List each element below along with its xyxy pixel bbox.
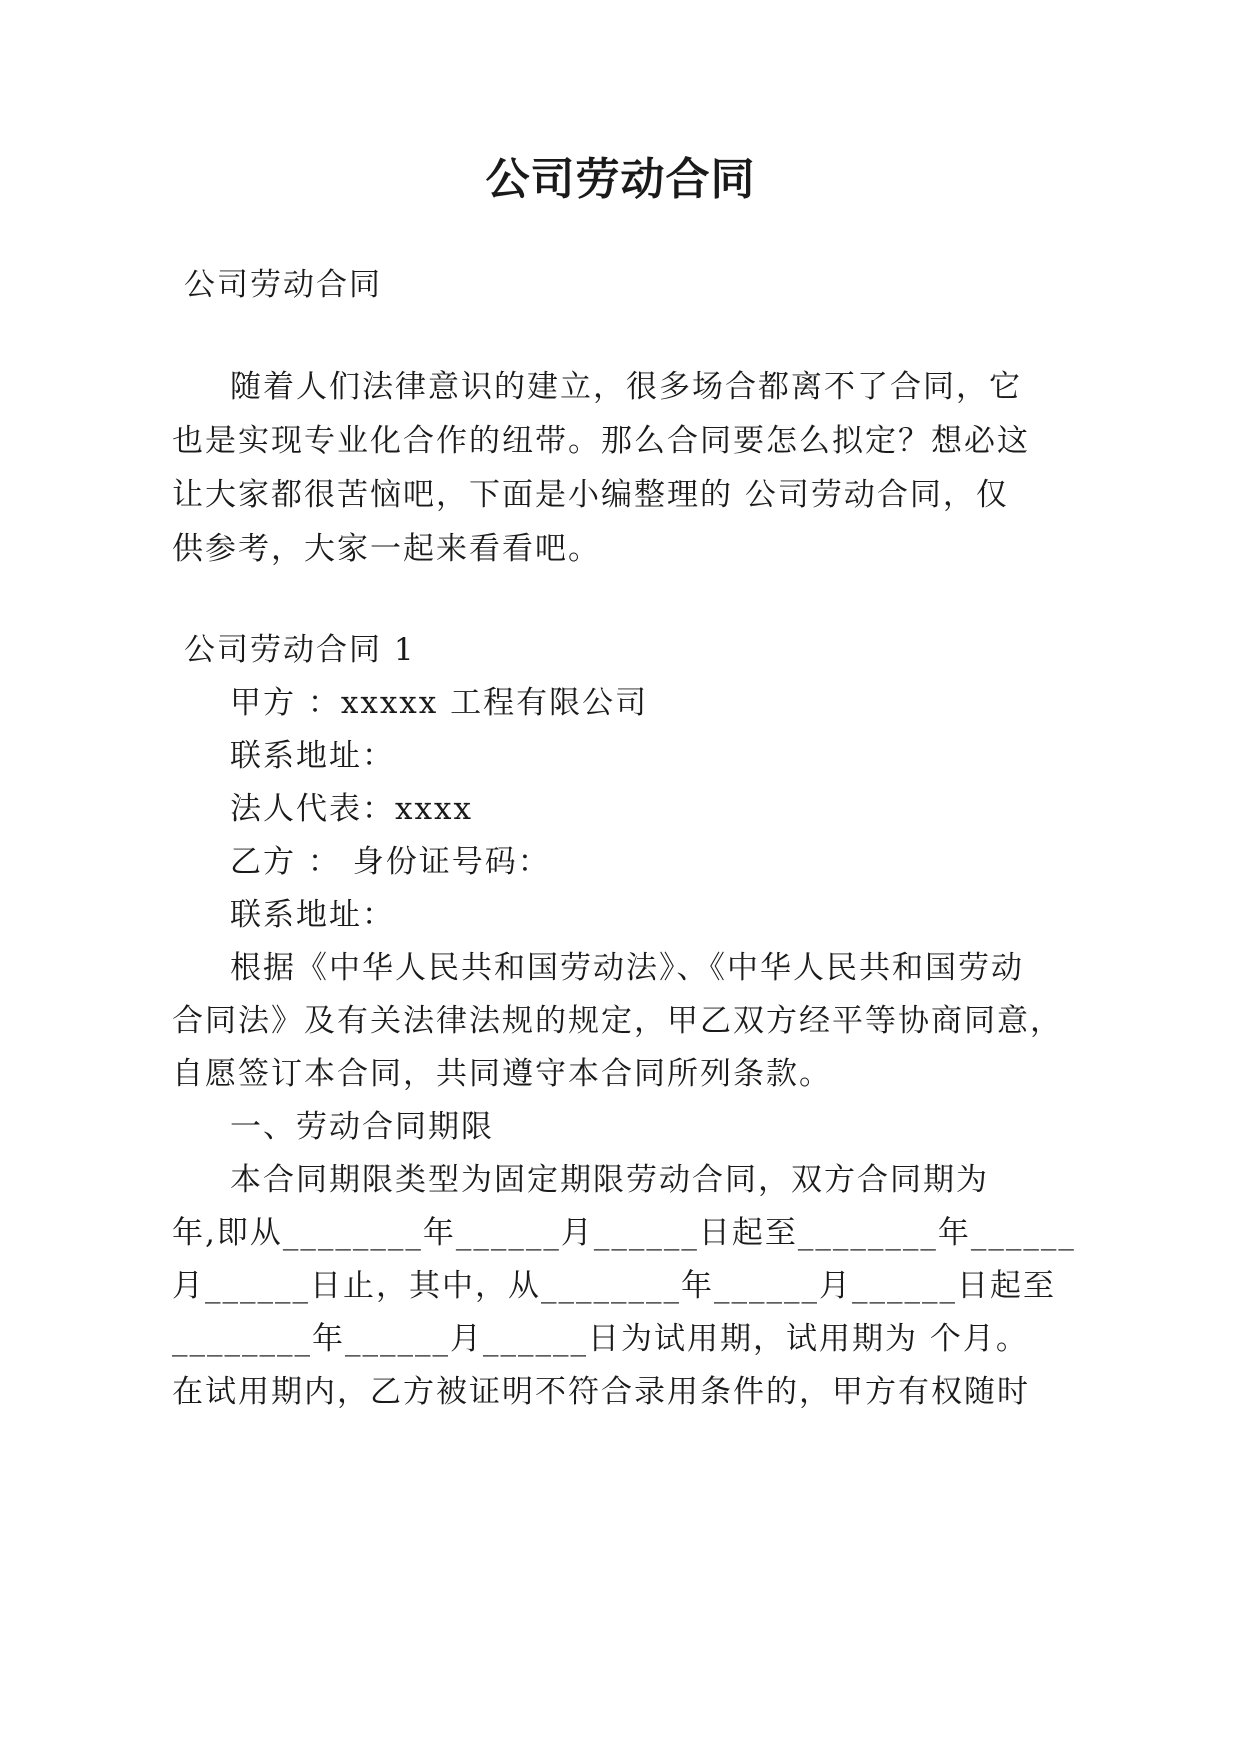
party-a: 甲方 ：xxxxx 工程有限公司	[230, 685, 649, 721]
document-subtitle: 公司劳动合同	[184, 267, 382, 303]
document-title: 公司劳动合同	[485, 154, 756, 205]
intro-line-2: 也是实现专业化合作的纽带。那么合同要怎么拟定？想必这	[172, 423, 1030, 459]
address-a: 联系地址：	[230, 738, 395, 774]
legal-representative: 法人代表：xxxx	[230, 791, 473, 827]
clause-1-line-5: 在试用期内，乙方被证明不符合录用条件的，甲方有权随时	[172, 1374, 1030, 1410]
basis-line-2: 合同法》及有关法律法规的规定，甲乙双方经平等协商同意，	[172, 1003, 1063, 1039]
intro-line-1: 随着人们法律意识的建立，很多场合都离不了合同，它	[230, 369, 1022, 405]
party-b: 乙方 ： 身份证号码：	[230, 844, 551, 880]
basis-line-1: 根据《中华人民共和国劳动法》、《中华人民共和国劳动	[230, 950, 1024, 986]
intro-line-4: 供参考，大家一起来看看吧。	[172, 531, 601, 567]
intro-line-3: 让大家都很苦恼吧，下面是小编整理的 公司劳动合同，仅	[172, 477, 1009, 513]
address-b: 联系地址：	[230, 897, 395, 933]
clause-1-heading: 一、劳动合同期限	[230, 1109, 494, 1145]
clause-1-line-2: 年,即从________年______月______日起至________年______	[172, 1215, 1076, 1251]
clause-1-line-4: ________年______月______日为试用期，试用期为 个月。	[172, 1321, 1029, 1357]
basis-line-3: 自愿签订本合同，共同遵守本合同所列条款。	[172, 1056, 832, 1092]
clause-1-line-3: 月______日止，其中，从________年______月______日起至	[172, 1268, 1056, 1304]
clause-1-line-1: 本合同期限类型为固定期限劳动合同，双方合同期为	[230, 1162, 989, 1198]
section-heading: 公司劳动合同 1	[184, 632, 416, 668]
